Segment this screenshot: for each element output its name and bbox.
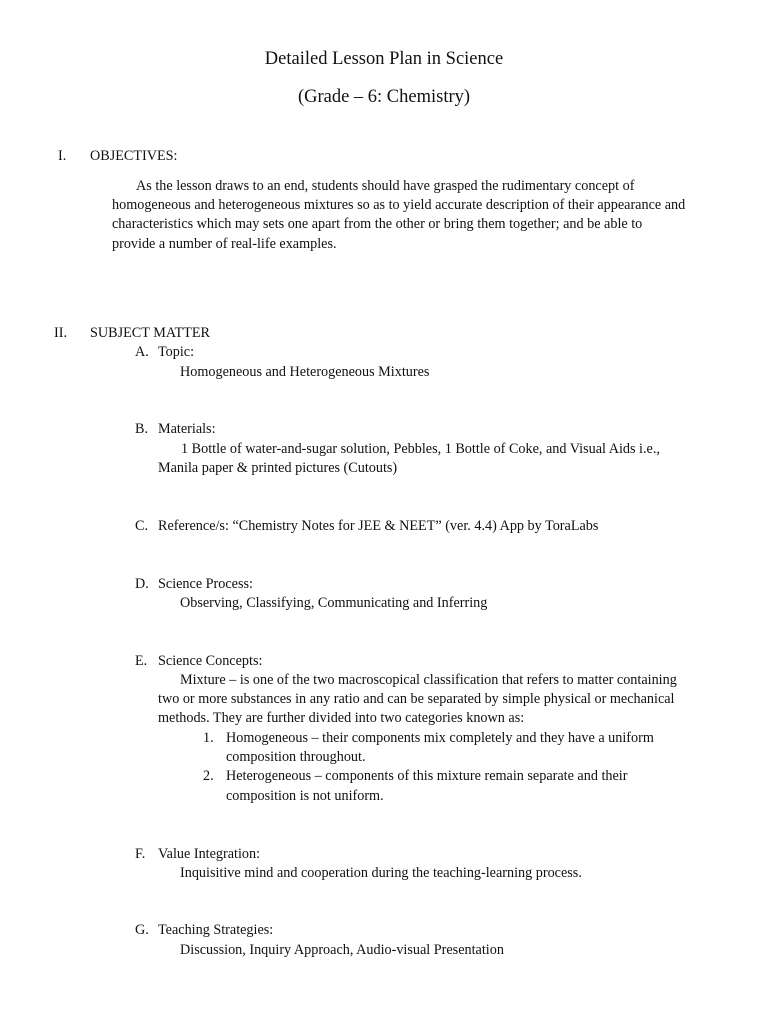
objectives-line: characteristics which may sets one apart from the other or bring them together; and be able to (112, 216, 643, 232)
list-number: 2. (203, 768, 214, 784)
item-content: Manila paper & printed pictures (Cutouts) (158, 460, 398, 476)
objectives-line: As the lesson draws to an end, students should have grasped the rudimentary concept of (136, 178, 635, 194)
item-label-science-concepts: Science Concepts: (158, 653, 263, 669)
objectives-line: homogeneous and heterogeneous mixtures so as to yield accurate description of their appearance and (112, 197, 686, 213)
item-content: methods. They are further divided into two categories known as: (158, 710, 525, 726)
item-letter: D. (135, 576, 149, 592)
item-label-teaching-strategies: Teaching Strategies: (158, 922, 274, 938)
item-letter: B. (135, 421, 149, 437)
item-content: Homogeneous and Heterogeneous Mixtures (180, 364, 430, 380)
document-title: Detailed Lesson Plan in Science (264, 49, 504, 69)
item-letter: G. (135, 922, 149, 938)
item-content: Inquisitive mind and cooperation during the teaching-learning process. (180, 865, 582, 881)
section-numeral: II. (54, 325, 67, 341)
section-heading-objectives: OBJECTIVES: (90, 148, 178, 164)
item-content: Observing, Classifying, Communicating and Inferring (180, 595, 488, 611)
list-number: 1. (203, 730, 214, 746)
section-heading-subject-matter: SUBJECT MATTER (90, 325, 210, 341)
item-letter: E. (135, 653, 148, 669)
item-letter: A. (135, 344, 149, 360)
objectives-line: provide a number of real-life examples. (112, 236, 337, 252)
section-numeral: I. (58, 148, 67, 164)
item-label-materials: Materials: (158, 421, 216, 437)
item-label-references: Reference/s: “Chemistry Notes for JEE & NEET” (ver. 4.4) App by ToraLabs (158, 518, 599, 534)
list-item-text: Heterogeneous – components of this mixture remain separate and their (226, 768, 628, 784)
item-content: Mixture – is one of the two macroscopical classification that refers to matter containing (180, 672, 677, 688)
item-letter: C. (135, 518, 149, 534)
item-label-value-integration: Value Integration: (158, 846, 261, 862)
item-content: Discussion, Inquiry Approach, Audio-visual Presentation (180, 942, 504, 958)
item-label-topic: Topic: (158, 344, 195, 360)
list-item-text: composition throughout. (226, 749, 366, 765)
item-label-science-process: Science Process: (158, 576, 253, 592)
list-item-text: Homogeneous – their components mix completely and they have a uniform (226, 730, 654, 746)
item-letter: F. (135, 846, 146, 862)
list-item-text: composition is not uniform. (226, 788, 384, 804)
item-content: 1 Bottle of water-and-sugar solution, Pebbles, 1 Bottle of Coke, and Visual Aids i.e., (181, 441, 660, 457)
item-content: two or more substances in any ratio and can be separated by simple physical or mechanical (158, 691, 675, 707)
document-subtitle: (Grade – 6: Chemistry) (297, 87, 471, 107)
